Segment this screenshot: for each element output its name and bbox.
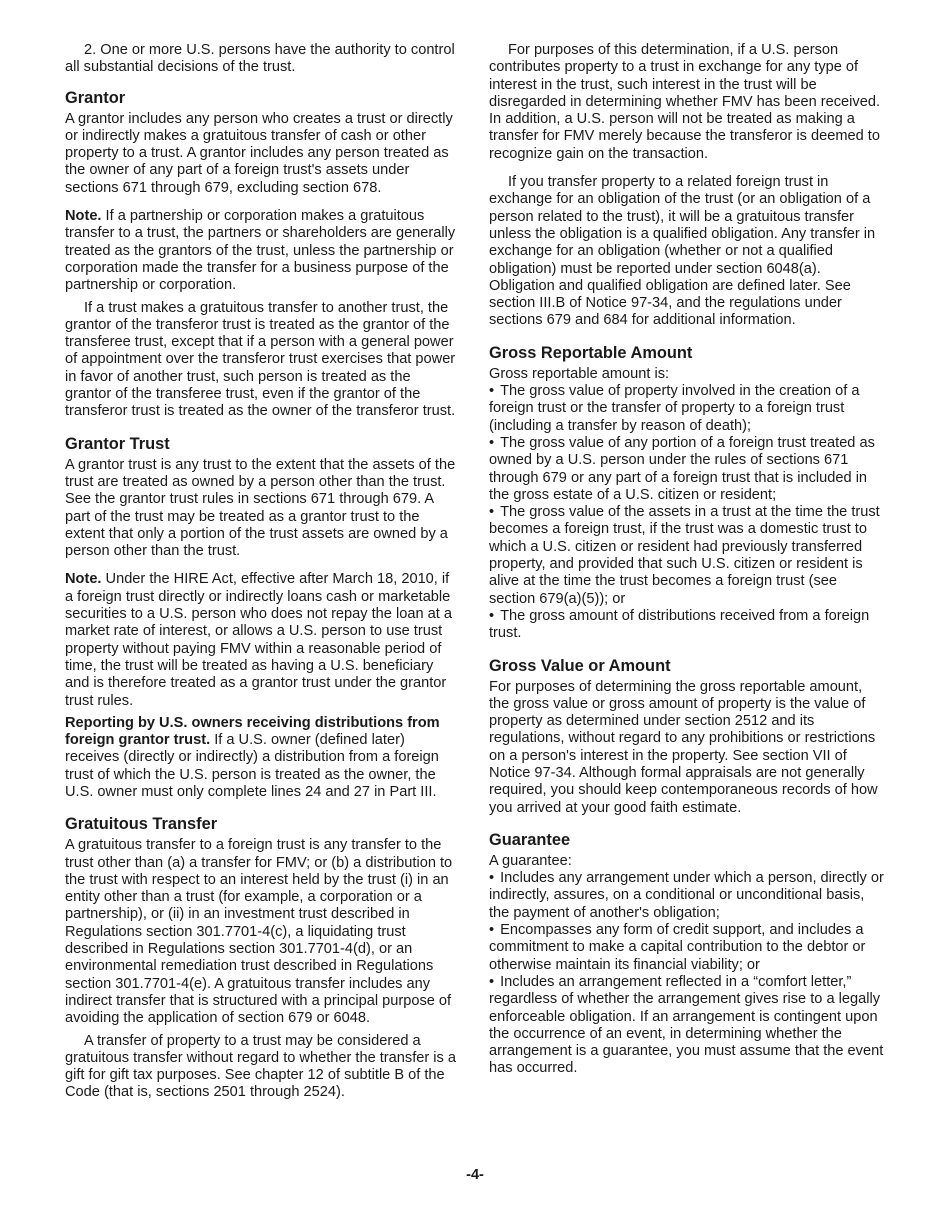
paragraph-trust-transfer: If a trust makes a gratuitous transfer to another trust, the grantor of the transferor trust is treated as the grantor of the transferee trust, except that if a person with a general power of appointment over the transferor trust exercises that power in favor of another trust, such person is treated as the grantor of the transferee trust, even if the grantor of the transferor trust is treated as the owner of the transferor trust. <box>65 299 456 420</box>
note-hire-act <box>65 571 460 709</box>
heading-gross-value: Gross Value or Amount <box>489 656 671 675</box>
reporting-text: If a U.S. owner (defined later) receives (directly or indirectly) a distribution from a foreign trust of which the U.S. person is treated as the owner, the U.S. owner must only complete lines 24 and 27 in Part III. <box>65 732 439 800</box>
list-item: • Includes any arrangement under which a person, directly or indirectly, assures, on a conditional or unconditional basis, the payment of another's obligation; <box>489 870 885 922</box>
note-label: Note. <box>65 208 102 225</box>
list-item: • Encompasses any form of credit support, and includes a commitment to make a capital contribution to the debtor or otherwise maintain its financial viability; or <box>489 922 885 974</box>
list-item: • The gross amount of distributions received from a foreign trust. <box>489 608 885 643</box>
paragraph-gross-value: For purposes of determining the gross reportable amount, the gross value or gross amount of property is the value of property as determined under section 2512 and its regulations, without regard to any prohibitions or restrictions on a person's interest in the property. See section VII of Notice 97-34. Although formal appraisals are not generally required, you should keep contemporaneous records of how you arrived at your good faith estimate. <box>489 678 878 816</box>
paragraph-fmv-determination: For purposes of this determination, if a U.S. person contributes property to a trust in exchange for any type of interest in the trust, such interest in the trust will be disregarded in determining whether FMV has been received. In addition, a U.S. person will not be treated as making a transfer for FMV merely because the transferor is deemed to recognize gain on the transaction. <box>489 42 881 162</box>
heading-grantor-trust: Grantor Trust <box>65 434 170 453</box>
right-column <box>489 42 885 1089</box>
note-partnership <box>65 208 460 294</box>
list-item: • The gross value of the assets in a trust at the time the trust becomes a foreign trust, if the trust was a domestic trust to which a U.S. citizen or resident had previously transferred property, and provided that such U.S. citizen or resident is alive at the time the trust becomes a foreign trust (see section 679(a)(5)); or <box>489 504 885 608</box>
paragraph-gift-tax: A transfer of property to a trust may be considered a gratuitous transfer without regard to whether the transfer is a gift for gift tax purposes. See chapter 12 of subtitle B of the Code (that is, sections 2501 through 2524). <box>65 1032 456 1101</box>
gross-reportable-intro: Gross reportable amount is: <box>489 365 670 382</box>
note-label: Note. <box>65 571 102 588</box>
paragraph-grantor-trust-definition: A grantor trust is any trust to the extent that the assets of the trust are treated as owned by a person other than the trust. See the grantor trust rules in sections 671 through 679. A part of the trust may be treated as a grantor trust to the extent that only a portion of the trust assets are owned by a person other than the trust. <box>65 456 456 560</box>
gross-reportable-list <box>489 383 885 642</box>
guarantee-intro: A guarantee: <box>489 852 572 869</box>
heading-gratuitous-transfer: Gratuitous Transfer <box>65 815 218 834</box>
list-item: • Includes an arrangement reflected in a “comfort letter,” regardless of whether the arrangement gives rise to a legally enforceable obligation. If an arrangement is contingent upon the occurrence of an event, in determining whether the arrangement is a guarantee, you must assume that the event has occurred. <box>489 974 885 1078</box>
paragraph-item-2: 2. One or more U.S. persons have the authority to control all substantial decisions of the trust. <box>65 42 455 76</box>
heading-grantor: Grantor <box>65 88 126 107</box>
list-item: • The gross value of any portion of a foreign trust treated as owned by a U.S. person under the rules of sections 671 through 679 or any part of a foreign trust that is included in the gross estate of a U.S. citizen or resident; <box>489 435 885 504</box>
page-number: -4- <box>466 1167 484 1183</box>
paragraph-related-foreign-trust: If you transfer property to a related foreign trust in exchange for an obligation of the trust (or an obligation of a person related to the trust), it will be a gratuitous transfer unless the obligation is a qualified obligation. Any transfer in exchange for an obligation (whether or not a qualified obligation) must be reported under section 6048(a). Obligation and qualified obligation are defined later. See section III.B of Notice 97-34, and the regulations under sections 679 and 684 for additional information. <box>489 174 876 329</box>
guarantee-list <box>489 870 885 1078</box>
list-item: • The gross value of property involved in the creation of a foreign trust or the transfer of property to a foreign trust (including a transfer by reason of death); <box>489 383 885 435</box>
heading-gross-reportable-amount: Gross Reportable Amount <box>489 343 693 362</box>
left-column <box>65 42 460 1113</box>
paragraph-grantor-definition: A grantor includes any person who creates a trust or directly or indirectly makes a gratuitous transfer of cash or other property to a trust. A grantor includes any person treated as the owner of any part of a foreign trust's assets under sections 671 through 679, excluding section 678. <box>65 110 453 196</box>
paragraph-reporting-us-owners <box>65 715 460 801</box>
note-text: If a partnership or corporation makes a gratuitous transfer to a trust, the partners or shareholders are generally treated as the grantors of the trust, unless the partnership or corporation made the transfer for a business purpose of the partnership or corporation. <box>65 208 456 294</box>
heading-guarantee: Guarantee <box>489 830 571 849</box>
note-text: Under the HIRE Act, effective after March 18, 2010, if a foreign trust directly or indirectly loans cash or marketable securities to a U.S. person who does not repay the loan at a market rate of interest, or allows a U.S. person to use trust property without paying FMV within a reasonable period of time, the trust will be treated as having a U.S. beneficiary and is therefore treated as a grantor trust under the grantor trust rules. <box>65 571 452 709</box>
paragraph-gratuitous-definition: A gratuitous transfer to a foreign trust is any transfer to the trust other than (a) a transfer for FMV; or (b) a distribution to the trust with respect to an interest held by the trust (i) in an entity other than a trust (for example, a corporation or a partnership), or (ii) in an investment trust described in Regulations section 301.7701-4(c), a liquidating trust described in Regulations section 301.7701-4(d), or an environmental remediation trust described in Regulations section 301.7701-4(e). A gratuitous transfer includes any indirect transfer that is structured with a principal purpose of avoiding the application of section 679 or 6048. <box>65 837 453 1027</box>
reporting-lead: Reporting by U.S. owners receiving distributions from foreign grantor trust. <box>65 714 440 749</box>
